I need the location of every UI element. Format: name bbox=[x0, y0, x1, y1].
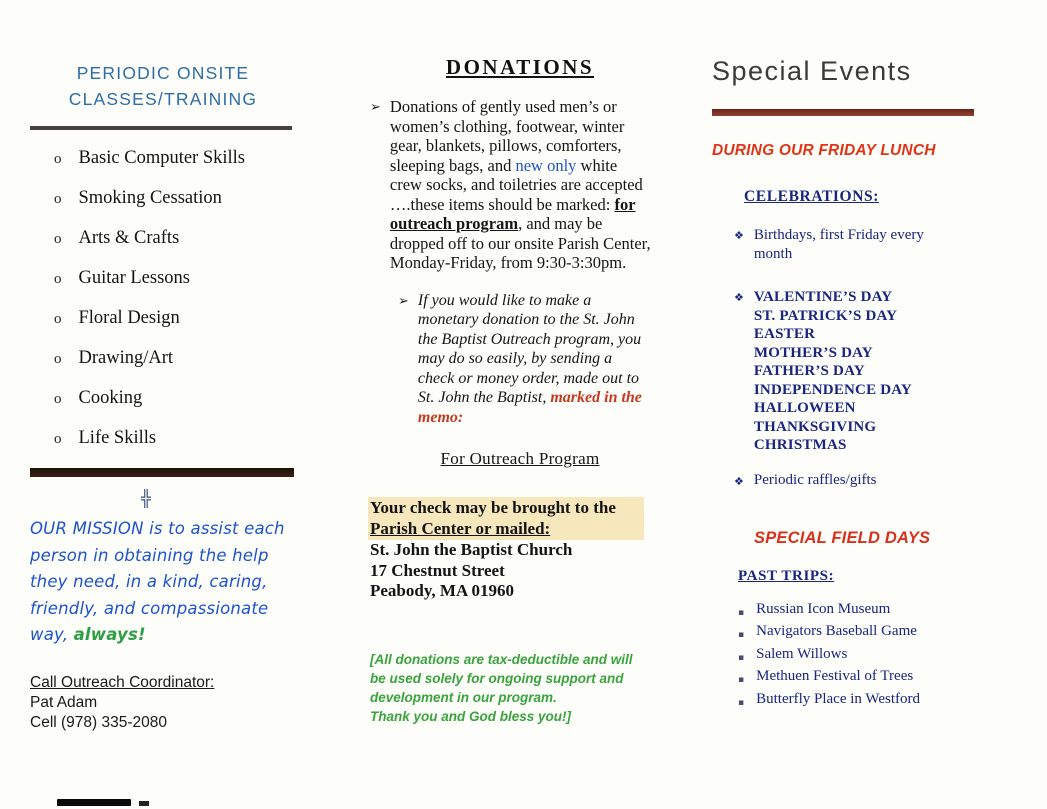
trip-item bbox=[738, 690, 994, 713]
note-line: Thank you and God bless you!] bbox=[370, 708, 572, 724]
holiday-label: ST. PATRICK’S DAY bbox=[753, 307, 898, 324]
list-item bbox=[54, 348, 296, 369]
square-bullet-icon: ▪ bbox=[738, 697, 745, 708]
diamond-bullet-icon: ❖ bbox=[734, 474, 744, 488]
square-bullet-icon: ▪ bbox=[738, 607, 745, 618]
new-only-accent: new only bbox=[515, 155, 577, 175]
heading-divider bbox=[30, 126, 292, 130]
contact-name: Pat Adam bbox=[30, 694, 98, 711]
circle-bullet-icon: o bbox=[54, 311, 62, 327]
contact-block bbox=[30, 673, 296, 733]
classes-heading bbox=[30, 60, 296, 112]
holidays-list bbox=[754, 288, 912, 455]
field-days-heading: SPECIAL FIELD DAYS bbox=[754, 528, 931, 547]
mission-line: OUR MISSION is to assist each bbox=[30, 519, 285, 538]
trip-label: Russian Icon Museum bbox=[756, 600, 891, 617]
contact-phone: Cell (978) 335-2080 bbox=[30, 713, 168, 731]
trip-label: Salem Willows bbox=[756, 645, 848, 662]
address-line: Your check may be brought to the bbox=[370, 498, 616, 517]
celebrations-heading: CELEBRATIONS: bbox=[744, 188, 879, 205]
note-line: [All donations are tax-deductible and will bbox=[370, 651, 633, 667]
class-label: Life Skills bbox=[78, 428, 157, 448]
list-item bbox=[54, 228, 296, 249]
marked-in-memo-accent: marked in the memo: bbox=[417, 389, 642, 426]
square-bullet-icon: ▪ bbox=[738, 652, 745, 663]
raffles-label: Periodic raffles/gifts bbox=[753, 471, 877, 488]
class-label: Guitar Lessons bbox=[78, 268, 190, 288]
title-divider-bar bbox=[712, 109, 974, 116]
holiday-label: CHRISTMAS bbox=[753, 437, 847, 453]
donation-items-paragraph bbox=[370, 97, 670, 273]
class-label: Drawing/Art bbox=[78, 348, 174, 368]
holiday-label: MOTHER’S DAY bbox=[753, 344, 873, 361]
circle-bullet-icon: o bbox=[54, 271, 62, 287]
monetary-donation-paragraph bbox=[398, 291, 670, 428]
address-line: Peabody, MA 01960 bbox=[370, 581, 515, 600]
address-line: St. John the Baptist Church bbox=[370, 540, 573, 559]
mission-always-accent: always! bbox=[73, 625, 146, 644]
trip-label: Butterfly Place in Westford bbox=[756, 690, 921, 707]
circle-bullet-icon: o bbox=[54, 151, 62, 167]
donation-items-text bbox=[390, 97, 652, 273]
mailing-address-block bbox=[370, 497, 670, 602]
contact-heading: Call Outreach Coordinator: bbox=[30, 673, 215, 691]
classes-list bbox=[30, 148, 296, 449]
trips-list bbox=[738, 600, 994, 713]
circle-bullet-icon: o bbox=[54, 191, 62, 207]
middle-column bbox=[370, 55, 670, 726]
holiday-label: THANKSGIVING bbox=[753, 418, 877, 435]
for-outreach-program-accent: for outreach program bbox=[389, 194, 636, 233]
monetary-donation-text bbox=[418, 291, 650, 428]
classes-heading-line1: PERIODIC ONSITE bbox=[76, 63, 250, 83]
raffles-item bbox=[734, 472, 994, 489]
diamond-bullet-icon: ❖ bbox=[734, 229, 744, 242]
holidays-item bbox=[734, 288, 994, 455]
holiday-label: HALLOWEEN bbox=[753, 400, 856, 416]
right-column bbox=[712, 56, 994, 712]
circle-bullet-icon: o bbox=[54, 431, 62, 447]
mission-line bbox=[30, 622, 296, 649]
trip-item bbox=[738, 600, 994, 623]
classes-heading-line2: CLASSES/TRAINING bbox=[68, 89, 258, 109]
highlighted-address-lines bbox=[368, 497, 644, 540]
mission-line: friendly, and compassionate bbox=[30, 598, 269, 618]
cross-icon: ╬ bbox=[141, 489, 151, 508]
list-item bbox=[54, 148, 296, 169]
list-item bbox=[54, 308, 296, 329]
class-label: Basic Computer Skills bbox=[78, 148, 245, 168]
mission-line: they need, in a kind, caring, bbox=[30, 572, 268, 591]
memo-program-line: For Outreach Program bbox=[440, 449, 600, 468]
circle-bullet-icon: o bbox=[54, 391, 62, 407]
tax-deductible-note bbox=[370, 650, 670, 726]
holiday-label: INDEPENDENCE DAY bbox=[753, 381, 912, 398]
trip-label: Navigators Baseball Game bbox=[756, 623, 917, 639]
class-label: Cooking bbox=[78, 388, 143, 408]
trip-item bbox=[738, 622, 994, 645]
paragraph-segment: white crew socks, and toiletries are accepted ….these items should be marked: bbox=[389, 155, 643, 214]
list-item bbox=[54, 388, 296, 409]
mission-line: person in obtaining the help bbox=[30, 545, 269, 565]
diamond-bullet-icon: ❖ bbox=[734, 291, 744, 304]
paragraph-segment: Donations of gently used men’s or women’s clothing, footwear, winter gear, blankets, pillows, comforters, sleeping bags, and bbox=[389, 97, 625, 175]
arrow-bullet-icon: ➢ bbox=[370, 100, 381, 115]
class-label: Arts & Crafts bbox=[78, 228, 180, 248]
scan-artifact bbox=[139, 801, 149, 806]
trip-label: Methuen Festival of Trees bbox=[756, 668, 914, 684]
past-trips-heading: PAST TRIPS: bbox=[738, 567, 835, 584]
paragraph-segment: If you would like to make a monetary donation to the St. John the Baptist Outreach program, you may do so easily, by sending a check or money order, made out to St. John the Baptist, bbox=[417, 291, 642, 406]
note-line: be used solely for ongoing support and bbox=[370, 670, 624, 686]
holiday-label: VALENTINE’S DAY bbox=[753, 289, 893, 305]
birthdays-label: Birthdays, first Friday every month bbox=[753, 227, 924, 262]
list-item bbox=[54, 188, 296, 209]
mission-line-prefix: way, bbox=[30, 625, 74, 644]
left-column bbox=[30, 60, 296, 732]
donations-title: DONATIONS bbox=[445, 55, 595, 79]
list-item bbox=[54, 428, 296, 449]
class-label: Floral Design bbox=[78, 308, 180, 328]
paragraph-segment: , and may be dropped off to our onsite Parish Center, Monday-Friday, from 9:30-3:30pm. bbox=[389, 214, 651, 272]
square-bullet-icon: ▪ bbox=[738, 630, 745, 640]
holiday-label: FATHER’S DAY bbox=[753, 363, 865, 379]
address-line: Parish Center or mailed: bbox=[370, 518, 551, 538]
mission-statement bbox=[30, 516, 296, 649]
holiday-label: EASTER bbox=[753, 326, 816, 342]
trip-item bbox=[738, 645, 994, 668]
list-item bbox=[54, 268, 296, 289]
arrow-bullet-icon: ➢ bbox=[398, 293, 409, 309]
note-line: development in our program. bbox=[370, 689, 557, 705]
special-events-title: Special Events bbox=[712, 56, 912, 86]
square-bullet-icon: ▪ bbox=[738, 675, 745, 685]
birthdays-item bbox=[734, 226, 994, 264]
friday-lunch-heading: DURING OUR FRIDAY LUNCH bbox=[712, 142, 936, 159]
address-line: 17 Chestnut Street bbox=[370, 560, 505, 580]
circle-bullet-icon: o bbox=[54, 231, 62, 247]
circle-bullet-icon: o bbox=[54, 351, 62, 367]
class-label: Smoking Cessation bbox=[78, 188, 222, 208]
section-divider-bar bbox=[30, 468, 294, 477]
scan-artifact bbox=[57, 799, 131, 806]
trip-item bbox=[738, 667, 994, 690]
